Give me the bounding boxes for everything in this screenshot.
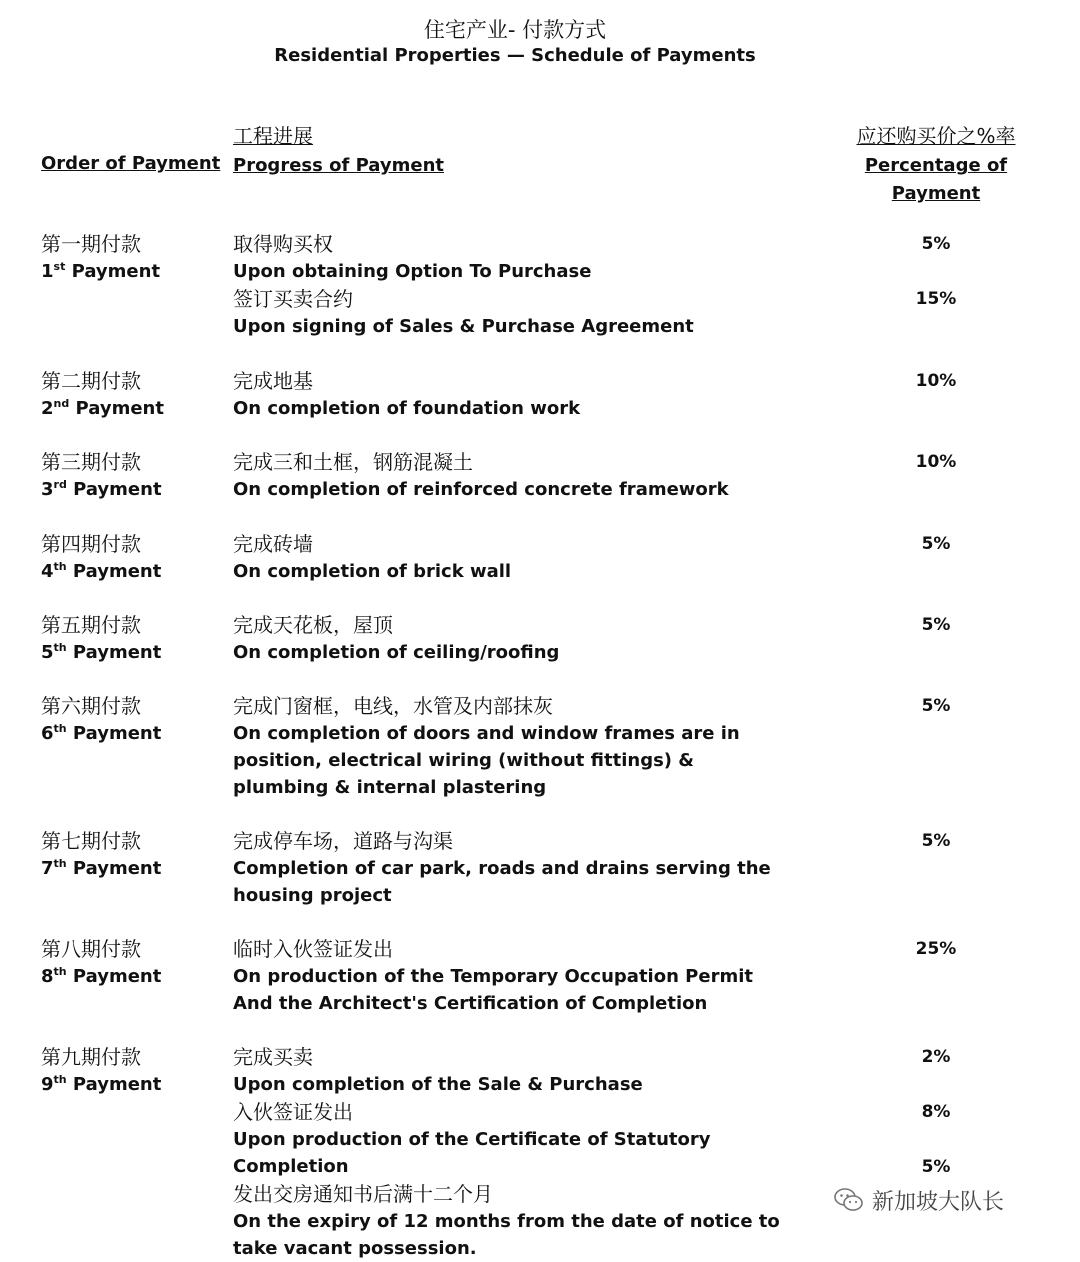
percentage-value: 2% [921, 1047, 951, 1067]
payment-order-en: 6th Payment [41, 722, 162, 744]
percentage-value: 15% [915, 289, 957, 309]
item-en: Upon obtaining Option To Purchase [233, 261, 592, 282]
payment-order [41, 692, 221, 748]
item-en: Upon production of the Certificate of Statutory Completion [233, 1129, 711, 1177]
payment-items [233, 935, 793, 1017]
payment-items [233, 448, 793, 503]
header-progress [233, 122, 444, 180]
percentage-value: 5% [921, 696, 951, 716]
percentage-value: 10% [915, 452, 957, 472]
payment-order [41, 1043, 221, 1099]
payment-order-zh: 第三期付款 [41, 450, 141, 474]
watermark [834, 1180, 1074, 1220]
payment-order-zh: 第二期付款 [41, 369, 141, 393]
payment-order-en: 8th Payment [41, 965, 162, 987]
payment-items [233, 827, 793, 909]
payment-order-zh: 第一期付款 [41, 232, 141, 256]
payment-item [233, 611, 793, 666]
item-zh: 临时入伙签证发出 [233, 937, 393, 961]
item-zh: 完成买卖 [233, 1045, 313, 1069]
payment-order [41, 530, 221, 586]
header-progress-zh: 工程进展 [233, 124, 313, 148]
percentage-value: 25% [915, 939, 957, 959]
item-en: Upon signing of Sales & Purchase Agreement [233, 316, 694, 337]
payment-items [233, 367, 793, 422]
item-en: On production of the Temporary Occupation Permit And the Architect's Certification of Completion [233, 966, 753, 1014]
payment-items [233, 1043, 793, 1262]
payment-order-zh: 第七期付款 [41, 829, 141, 853]
payment-order [41, 935, 221, 991]
payment-item [233, 367, 793, 422]
payment-item [233, 1180, 793, 1262]
payment-item [233, 285, 793, 340]
payment-item [233, 1098, 793, 1180]
item-zh: 完成停车场，道路与沟渠 [233, 829, 453, 853]
payment-item [233, 448, 793, 503]
item-en: On completion of brick wall [233, 561, 512, 582]
payment-item [233, 530, 793, 585]
item-zh: 取得购买权 [233, 232, 333, 256]
item-zh: 完成三和土框，钢筋混凝土 [233, 450, 473, 474]
payment-item [233, 935, 793, 1017]
payment-items [233, 530, 793, 585]
item-zh: 完成门窗框，电线，水管及内部抹灰 [233, 694, 553, 718]
payment-item [233, 1043, 793, 1098]
payment-order-en: 1st Payment [41, 260, 161, 282]
title-chinese: 住宅产业- 付款方式 [423, 18, 607, 42]
payment-order-en: 9th Payment [41, 1073, 162, 1095]
item-en: Upon completion of the Sale & Purchase [233, 1074, 643, 1095]
item-en: On completion of ceiling/roofing [233, 642, 560, 663]
header-progress-en: Progress of Payment [233, 155, 444, 176]
payment-order [41, 367, 221, 423]
payment-item [233, 692, 793, 801]
percentage-value: 5% [921, 234, 951, 254]
item-zh: 完成地基 [233, 369, 313, 393]
payment-order [41, 448, 221, 504]
item-en: On the expiry of 12 months from the date of notice to take vacant possession. [233, 1211, 780, 1259]
header-percent-en: Percentage of Payment [864, 155, 1008, 204]
payment-items [233, 230, 793, 340]
header-percentage [830, 122, 1042, 208]
percentage-value: 5% [921, 615, 951, 635]
item-en: On completion of reinforced concrete framework [233, 479, 729, 500]
percentage-value: 5% [921, 831, 951, 851]
percentage-value: 10% [915, 371, 957, 391]
payment-order-zh: 第五期付款 [41, 613, 141, 637]
header-order-of-payment: Order of Payment [41, 153, 221, 174]
percentage-value: 8% [921, 1102, 951, 1122]
payment-order-zh: 第四期付款 [41, 532, 141, 556]
item-zh: 完成砖墙 [233, 532, 313, 556]
payment-items [233, 611, 793, 666]
item-zh: 签订买卖合约 [233, 287, 353, 311]
payment-item [233, 827, 793, 909]
payment-item [233, 230, 793, 285]
percentage-value: 5% [921, 1157, 951, 1177]
payment-order-zh: 第九期付款 [41, 1045, 141, 1069]
watermark-text: 新加坡大队长 [872, 1189, 1005, 1215]
payment-order [41, 611, 221, 667]
item-en: On completion of doors and window frames are in position, electrical wiring (without fittings) & plumbing & internal plastering [233, 723, 740, 798]
item-zh: 完成天花板，屋顶 [233, 613, 393, 637]
payment-order [41, 827, 221, 883]
payment-order-zh: 第八期付款 [41, 937, 141, 961]
payment-order [41, 230, 221, 286]
payment-order-en: 5th Payment [41, 641, 162, 663]
wechat-icon [834, 1187, 864, 1213]
item-en: Completion of car park, roads and drains serving the housing project [233, 858, 771, 906]
item-en: On completion of foundation work [233, 398, 581, 419]
item-zh: 入伙签证发出 [233, 1100, 353, 1124]
payment-order-en: 2nd Payment [41, 397, 164, 419]
title-english: Residential Properties — Schedule of Payments [274, 45, 756, 66]
payment-order-en: 4th Payment [41, 560, 162, 582]
payment-items [233, 692, 793, 801]
percentage-value: 5% [921, 534, 951, 554]
header-percent-zh: 应还购买价之%率 [856, 124, 1016, 148]
payment-order-en: 3rd Payment [41, 478, 162, 500]
payment-order-zh: 第六期付款 [41, 694, 141, 718]
item-zh: 发出交房通知书后满十二个月 [233, 1182, 493, 1206]
payment-order-en: 7th Payment [41, 857, 162, 879]
